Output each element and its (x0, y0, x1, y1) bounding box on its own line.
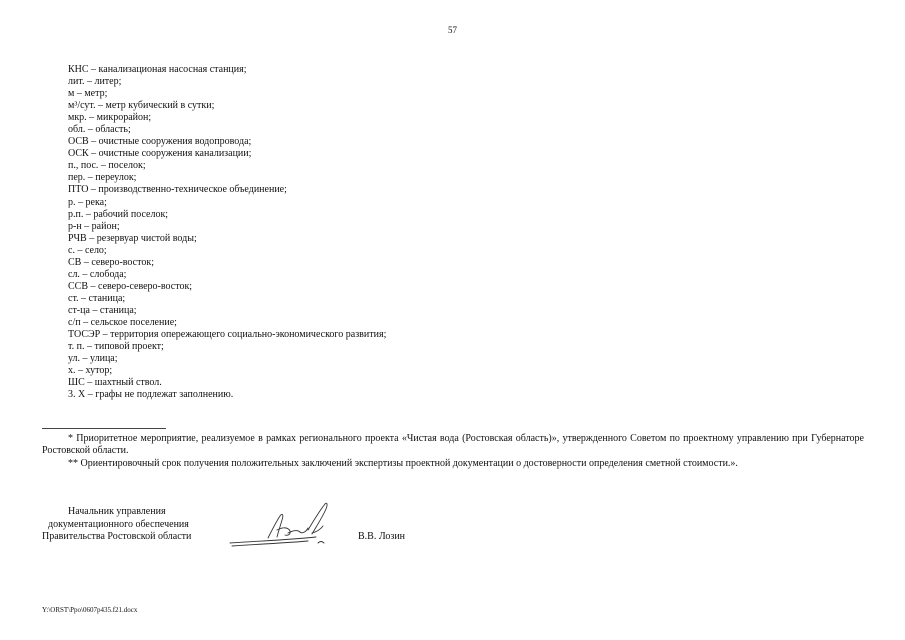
abbreviation-item: с. – село; (68, 244, 107, 256)
abbreviation-item: р. – река; (68, 196, 107, 208)
abbreviation-item: ССВ – северо-северо-восток; (68, 280, 193, 292)
abbreviation-item: 3. Х – графы не подлежат заполнению. (68, 389, 234, 401)
abbreviation-item: р-н – район; (68, 220, 120, 232)
abbreviation-item: ст. – станица; (68, 292, 126, 304)
signer-title-line: Начальник управления (68, 506, 166, 517)
handwritten-signature (228, 500, 348, 550)
abbreviation-item: мкр. – микрорайон; (68, 112, 152, 124)
abbreviation-item: сл. – слобода; (68, 268, 127, 280)
abbreviation-item: ПТО – производственно-техническое объединение; (68, 184, 287, 196)
abbreviation-item: х. – хутор; (68, 365, 113, 377)
signer-name: В.В. Лозин (358, 531, 406, 542)
abbreviation-item: ШС – шахтный ствол. (68, 377, 162, 389)
signer-title-line: Правительства Ростовской области (42, 531, 192, 542)
abbreviation-item: п., пос. – поселок; (68, 160, 146, 172)
signer-title (42, 506, 208, 544)
abbreviation-item: т. п. – типовой проект; (68, 341, 164, 353)
abbreviation-item: СВ – северо-восток; (68, 256, 154, 268)
abbreviation-item: с/п – сельское поселение; (68, 316, 177, 328)
abbreviation-item: ст-ца – станица; (68, 304, 137, 316)
abbreviation-item: обл. – область; (68, 124, 131, 136)
abbreviation-item: ТОСЭР – территория опережающего социально-экономического развития; (68, 329, 387, 341)
file-path: Y:\ORST\Ppo\0607p435.f21.docx (42, 606, 138, 614)
abbreviation-item: лит. – литер; (68, 76, 122, 88)
abbreviation-list (68, 64, 386, 401)
footnote-divider (42, 428, 166, 429)
abbreviation-item: ОСВ – очистные сооружения водопровода; (68, 136, 252, 148)
page-number: 57 (448, 25, 457, 35)
abbreviation-item: м³/сут. – метр кубический в сутки; (68, 100, 215, 112)
abbreviation-item: пер. – переулок; (68, 172, 137, 184)
signer-title-line: документационного обеспечения (48, 518, 189, 530)
abbreviation-item: РЧВ – резервуар чистой воды; (68, 232, 197, 244)
abbreviation-item: ОСК – очистные сооружения канализации; (68, 148, 252, 160)
abbreviation-item: р.п. – рабочий поселок; (68, 208, 169, 220)
footnote-deadline: ** Ориентировочный срок получения положительных заключений экспертизы проектной документации о достоверности определения сметной стоимости.». (68, 458, 738, 469)
abbreviation-item: м – метр; (68, 88, 108, 100)
abbreviation-item: КНС – канализационая насосная станция; (68, 64, 247, 75)
footnote-priority: * Приоритетное мероприятие, реализуемое в рамках регионального проекта «Чистая вода (Ростовская область)», утвержденного Советом по проектному управлению при Губернаторе Ростовской области. (42, 433, 864, 456)
abbreviation-item: ул. – улица; (68, 353, 118, 365)
